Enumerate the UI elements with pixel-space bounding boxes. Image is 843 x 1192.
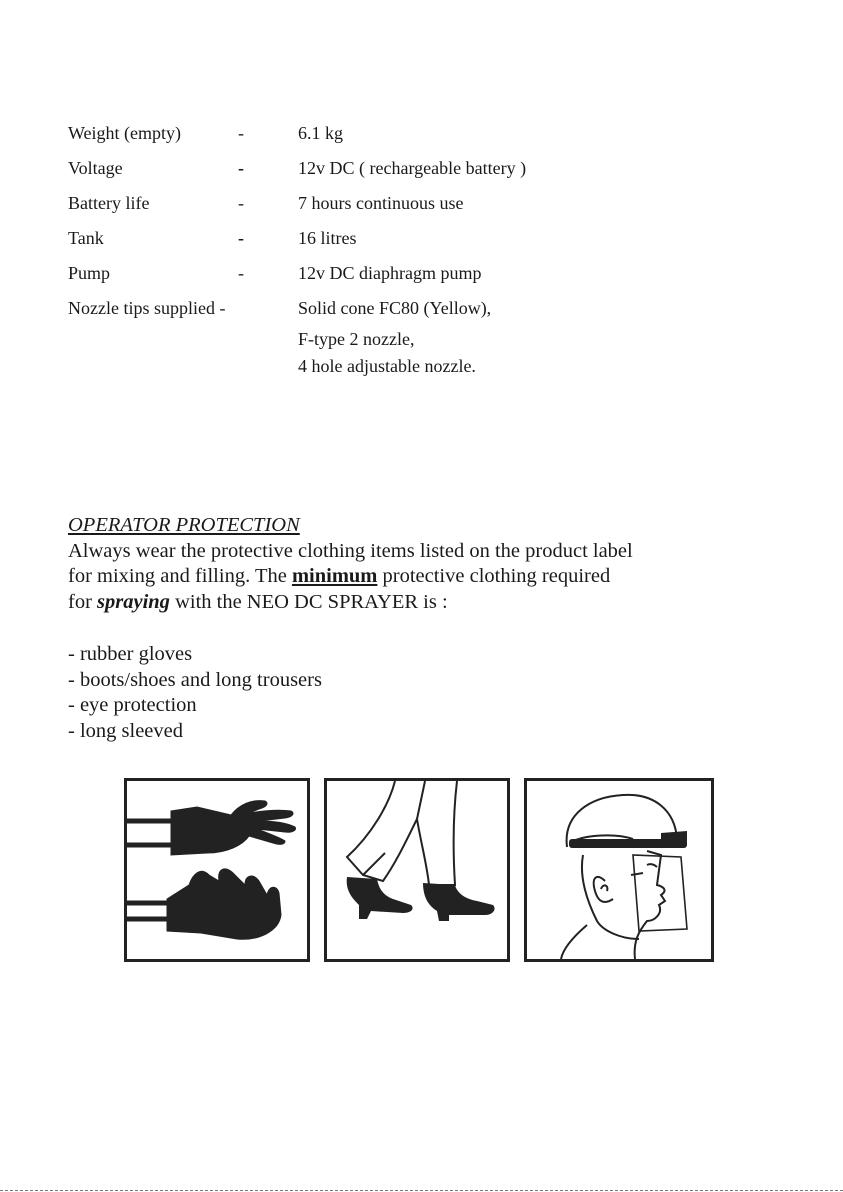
boots-trousers-icon (324, 778, 510, 962)
spec-label: Battery life (68, 193, 150, 213)
spec-dash: - (238, 228, 244, 248)
paragraph-line: Always wear the protective clothing items listed on the product label (68, 539, 633, 562)
spec-value-line: 12v DC diaphragm pump (298, 263, 482, 283)
spec-value-line: 12v DC ( rechargeable battery ) (298, 158, 527, 178)
spec-label: Voltage (68, 158, 123, 178)
text-run: for mixing and filling. The (68, 565, 292, 587)
spec-dash: - (238, 263, 244, 283)
spec-row-pump (68, 256, 628, 291)
spec-row-voltage (68, 151, 628, 186)
emphasis-minimum: minimum (291, 565, 378, 587)
spec-value-line: 16 litres (298, 228, 357, 248)
paragraph-line (68, 564, 768, 590)
list-item: - eye protection (68, 694, 197, 716)
spec-table (68, 116, 628, 380)
spec-dash (238, 291, 298, 380)
operator-protection-section (68, 513, 768, 615)
gloves-drawing (127, 781, 307, 959)
spec-dash: - (238, 193, 244, 213)
ppe-pictograms (124, 778, 712, 960)
text-run: with the NEO DC SPRAYER is : (169, 590, 448, 613)
requirements-list (68, 642, 322, 744)
spec-value-line: 7 hours continuous use (298, 193, 464, 213)
emphasis-spraying: spraying (97, 590, 170, 613)
spec-value (298, 151, 628, 186)
spec-label: Tank (68, 228, 104, 248)
list-item: - long sleeved (68, 719, 183, 742)
spec-value-line: Solid cone FC80 (Yellow), (298, 298, 492, 318)
spec-value (298, 186, 628, 221)
spec-label: Nozzle tips supplied - (68, 298, 226, 318)
gloves-icon (124, 778, 310, 962)
spec-row-battery-life (68, 186, 628, 221)
paragraph-line (68, 590, 768, 616)
spec-value (298, 291, 628, 380)
spec-value-line: F-type 2 nozzle, (298, 329, 415, 349)
spec-value-line: 4 hole adjustable nozzle. (298, 356, 476, 376)
spec-value (298, 256, 628, 291)
boots-drawing (327, 781, 507, 959)
spec-row-nozzle-tips (68, 291, 628, 380)
spec-row-weight (68, 116, 628, 151)
spec-label: Weight (empty) (68, 123, 182, 143)
text-run: for (68, 590, 98, 613)
spec-value (298, 221, 628, 256)
spec-dash: - (238, 123, 244, 143)
spec-value (298, 116, 628, 151)
text-run: protective clothing required (377, 565, 611, 587)
page-edge-rule (0, 1190, 843, 1191)
spec-value-line: 6.1 kg (298, 123, 343, 143)
list-item: - rubber gloves (68, 643, 193, 665)
face-shield-drawing (527, 781, 711, 959)
spec-label: Pump (68, 263, 111, 283)
spec-row-tank (68, 221, 628, 256)
section-heading: OPERATOR PROTECTION (68, 514, 300, 536)
spec-dash: - (238, 158, 244, 178)
face-shield-icon (524, 778, 714, 962)
list-item: - boots/shoes and long trousers (68, 668, 322, 691)
